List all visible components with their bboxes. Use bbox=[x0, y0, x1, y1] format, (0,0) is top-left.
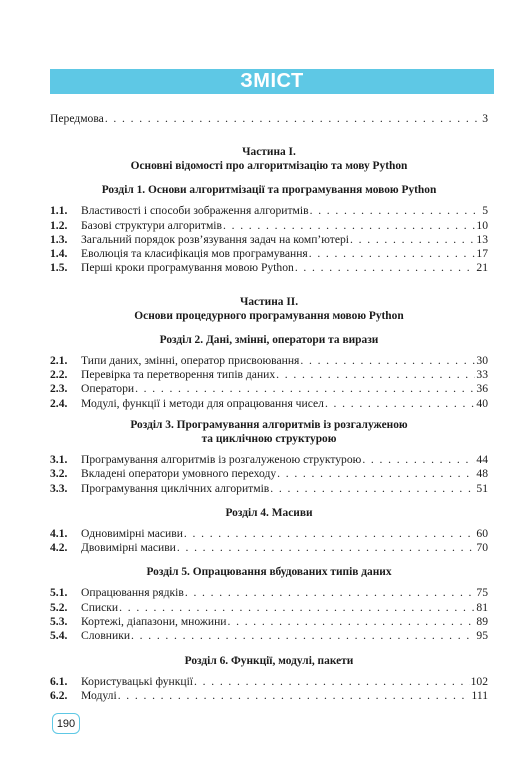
dot-leader bbox=[223, 219, 475, 233]
toc-entry-title: Базові структури алгоритмів bbox=[81, 218, 222, 232]
toc-entry[interactable] bbox=[50, 586, 488, 600]
toc-entry[interactable] bbox=[50, 482, 488, 496]
toc-entry-title: Словники bbox=[81, 629, 131, 643]
section-heading-continued: та циклічною структурою bbox=[201, 432, 337, 445]
dot-leader bbox=[309, 247, 476, 261]
dot-leader bbox=[295, 261, 476, 275]
toc-entry-title: Властивості і способи зображення алгоритмів bbox=[81, 204, 309, 218]
toc-entry-title: Оператори bbox=[81, 382, 135, 396]
dot-leader bbox=[131, 629, 475, 643]
toc-entry-page: 111 bbox=[471, 688, 488, 702]
dot-leader bbox=[350, 233, 475, 247]
toc-entry-page: 102 bbox=[470, 674, 488, 688]
toc-entry-number: 5.2. bbox=[50, 600, 68, 614]
toc-entry[interactable] bbox=[50, 397, 488, 411]
dot-leader bbox=[277, 467, 475, 481]
toc-entry-number: 4.1. bbox=[50, 526, 68, 540]
toc-entry-preface[interactable] bbox=[50, 112, 488, 126]
toc-entry-number: 2.3. bbox=[50, 382, 68, 396]
toc-entry[interactable] bbox=[50, 368, 488, 382]
toc-entry-title: Загальний порядок розв’язування задач на комп’ютері bbox=[81, 232, 350, 246]
toc-entry-page: 17 bbox=[476, 247, 488, 261]
toc-entry[interactable] bbox=[50, 219, 488, 233]
toc-entry-number: 4.2. bbox=[50, 541, 68, 555]
section-heading: Розділ 6. Функції, модулі, пакети bbox=[184, 654, 354, 667]
part-subtitle: Основи процедурного програмування мовою Python bbox=[134, 309, 404, 322]
toc-entry-number: 2.4. bbox=[50, 396, 68, 410]
toc-entry-title: Одновимірні масиви bbox=[81, 526, 183, 540]
toc-entry-title: Двовимірні масиви bbox=[81, 541, 176, 555]
part-label: Частина ІІ. bbox=[239, 295, 299, 308]
toc-entry-number: 5.4. bbox=[50, 629, 68, 643]
dot-leader bbox=[184, 527, 475, 541]
toc-entry-number: 1.5. bbox=[50, 261, 68, 275]
toc-entry-page: 36 bbox=[476, 382, 488, 396]
toc-entry-page: 33 bbox=[476, 368, 488, 382]
toc-entry-title: Програмування циклічних алгоритмів bbox=[81, 481, 270, 495]
toc-entry-page: 5 bbox=[482, 204, 488, 218]
toc-entry-page: 48 bbox=[476, 467, 488, 481]
toc-entry-number: 5.1. bbox=[50, 586, 68, 600]
toc-entry-title: Перевірка та перетворення типів даних bbox=[81, 368, 276, 382]
toc-entry-number: 3.3. bbox=[50, 481, 68, 495]
toc-entry-number: 1.1. bbox=[50, 204, 68, 218]
toc-entry[interactable] bbox=[50, 629, 488, 643]
toc-entry-number: 1.2. bbox=[50, 218, 68, 232]
dot-leader bbox=[228, 615, 476, 629]
toc-entry[interactable] bbox=[50, 204, 488, 218]
toc-entry[interactable] bbox=[50, 527, 488, 541]
toc-entry[interactable] bbox=[50, 382, 488, 396]
toc-entry-title: Кортежі, діапазони, множини bbox=[81, 615, 227, 629]
part-subtitle: Основні відомості про алгоритмізацію та мову Python bbox=[130, 160, 408, 173]
toc-entry-page: 75 bbox=[476, 586, 488, 600]
toc-entry-title: Програмування алгоритмів із розгалуженою структурою bbox=[81, 452, 362, 466]
section-heading: Розділ 5. Опрацювання вбудованих типів даних bbox=[146, 566, 392, 579]
dot-leader bbox=[135, 382, 475, 396]
toc-entry-page: 95 bbox=[476, 629, 488, 643]
page-number-badge: 190 bbox=[52, 713, 80, 734]
dot-leader bbox=[362, 453, 475, 467]
toc-entry-page: 10 bbox=[476, 218, 488, 232]
toc-entry-page: 60 bbox=[476, 526, 488, 540]
toc-entry[interactable] bbox=[50, 233, 488, 247]
toc-entry-page: 21 bbox=[476, 261, 488, 275]
toc-entry-title: Користувацькі функції bbox=[81, 674, 194, 688]
toc-entry-page: 3 bbox=[482, 112, 488, 125]
table-of-contents bbox=[50, 112, 488, 703]
toc-entry-title: Списки bbox=[81, 600, 119, 614]
toc-entry-number: 3.2. bbox=[50, 467, 68, 481]
toc-entry-number: 2.1. bbox=[50, 353, 68, 367]
toc-entry[interactable] bbox=[50, 541, 488, 555]
toc-entry-page: 40 bbox=[476, 396, 488, 410]
section-heading: Розділ 1. Основи алгоритмізації та програмування мовою Python bbox=[101, 184, 437, 197]
toc-title: ЗМІСТ bbox=[240, 70, 304, 92]
dot-leader bbox=[325, 397, 475, 411]
dot-leader bbox=[185, 586, 476, 600]
toc-entry-number: 1.3. bbox=[50, 232, 68, 246]
toc-entry-number: 5.3. bbox=[50, 615, 68, 629]
toc-title-banner bbox=[50, 69, 494, 94]
toc-entry-page: 81 bbox=[476, 600, 488, 614]
toc-entry[interactable] bbox=[50, 453, 488, 467]
toc-entry-page: 70 bbox=[476, 541, 488, 555]
dot-leader bbox=[105, 112, 481, 126]
part-label: Частина І. bbox=[242, 146, 296, 159]
toc-entry-title: Типи даних, змінні, оператор присвоювання bbox=[81, 353, 300, 367]
toc-entry-page: 89 bbox=[476, 615, 488, 629]
dot-leader bbox=[119, 601, 475, 615]
dot-leader bbox=[194, 675, 470, 689]
toc-entry[interactable] bbox=[50, 261, 488, 275]
toc-entry-title: Модулі bbox=[81, 688, 117, 702]
toc-entry-number: 2.2. bbox=[50, 368, 68, 382]
section-heading: Розділ 3. Програмування алгоритмів із розгалуженою bbox=[130, 418, 408, 431]
toc-entry-title: Еволюція та класифікація мов програмування bbox=[81, 247, 308, 261]
toc-entry-page: 51 bbox=[476, 481, 488, 495]
toc-entry-number: 6.1. bbox=[50, 674, 68, 688]
dot-leader bbox=[310, 204, 482, 218]
toc-entry[interactable] bbox=[50, 615, 488, 629]
toc-entry-title: Опрацювання рядків bbox=[81, 586, 184, 600]
toc-entry-page: 44 bbox=[476, 452, 488, 466]
section-heading: Розділ 4. Масиви bbox=[225, 506, 313, 519]
toc-entry-title: Вкладені оператори умовного переходу bbox=[81, 467, 277, 481]
toc-entry-title: Перші кроки програмування мовою Python bbox=[81, 261, 294, 275]
toc-entry[interactable] bbox=[50, 467, 488, 481]
dot-leader bbox=[300, 354, 475, 368]
toc-entry-title: Модулі, функції і методи для опрацювання чисел bbox=[81, 396, 324, 410]
toc-entry[interactable] bbox=[50, 675, 488, 689]
toc-entry[interactable] bbox=[50, 689, 488, 703]
dot-leader bbox=[118, 689, 471, 703]
toc-entry-number: 6.2. bbox=[50, 688, 68, 702]
toc-entry[interactable] bbox=[50, 354, 488, 368]
toc-entry[interactable] bbox=[50, 601, 488, 615]
dot-leader bbox=[270, 482, 475, 496]
section-heading: Розділ 2. Дані, змінні, оператори та вирази bbox=[159, 333, 379, 346]
toc-entry-number: 3.1. bbox=[50, 452, 68, 466]
toc-entry-page: 30 bbox=[476, 353, 488, 367]
dot-leader bbox=[276, 368, 475, 382]
toc-entry-title: Передмова bbox=[50, 112, 104, 125]
toc-entry-page: 13 bbox=[476, 232, 488, 246]
toc-entry-number: 1.4. bbox=[50, 247, 68, 261]
dot-leader bbox=[177, 541, 476, 555]
toc-entry[interactable] bbox=[50, 247, 488, 261]
